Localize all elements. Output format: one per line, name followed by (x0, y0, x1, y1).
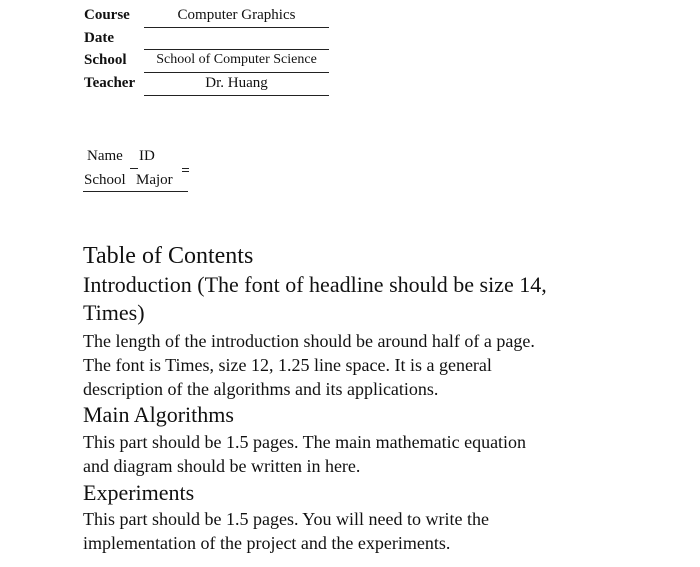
contents-title: Table of Contents (83, 243, 254, 269)
school-label: School (84, 52, 127, 68)
id-label: ID (139, 148, 155, 164)
school-value: School of Computer Science (156, 52, 317, 67)
experiments-body-line-2: implementation of the project and the experiments. (83, 533, 451, 553)
experiments-heading: Experiments (83, 480, 195, 505)
teacher-label: Teacher (84, 75, 136, 91)
teacher-underline (144, 95, 329, 96)
course-label: Course (84, 7, 130, 23)
intro-heading-line-1: Introduction (The font of headline should be size 14, (83, 272, 547, 297)
algorithms-body-line-1: This part should be 1.5 pages. The main mathematic equation (83, 432, 527, 452)
algorithms-heading: Main Algorithms (83, 402, 234, 427)
school-underline (144, 72, 329, 73)
intro-body-line-1: The length of the introduction should be around half of a page. (83, 331, 535, 351)
intro-body-line-3: description of the algorithms and its applications. (83, 379, 439, 399)
teacher-value: Dr. Huang (205, 75, 268, 91)
date-underline (144, 49, 329, 50)
intro-heading-line-2: Times) (83, 300, 145, 325)
major-blank (182, 171, 189, 172)
student-underline (83, 191, 188, 192)
algorithms-body-line-2: and diagram should be written in here. (83, 456, 361, 476)
major-label: Major (136, 172, 173, 188)
experiments-body-line-1: This part should be 1.5 pages. You will need to write the (83, 509, 489, 529)
course-underline (144, 27, 329, 28)
id-blank (182, 168, 189, 169)
date-label: Date (84, 30, 114, 46)
course-value: Computer Graphics (177, 7, 296, 23)
name-blank (130, 168, 138, 169)
intro-body-line-2: The font is Times, size 12, 1.25 line space. It is a general (83, 355, 492, 375)
student-school-label: School (84, 172, 126, 188)
name-label: Name (87, 148, 123, 164)
